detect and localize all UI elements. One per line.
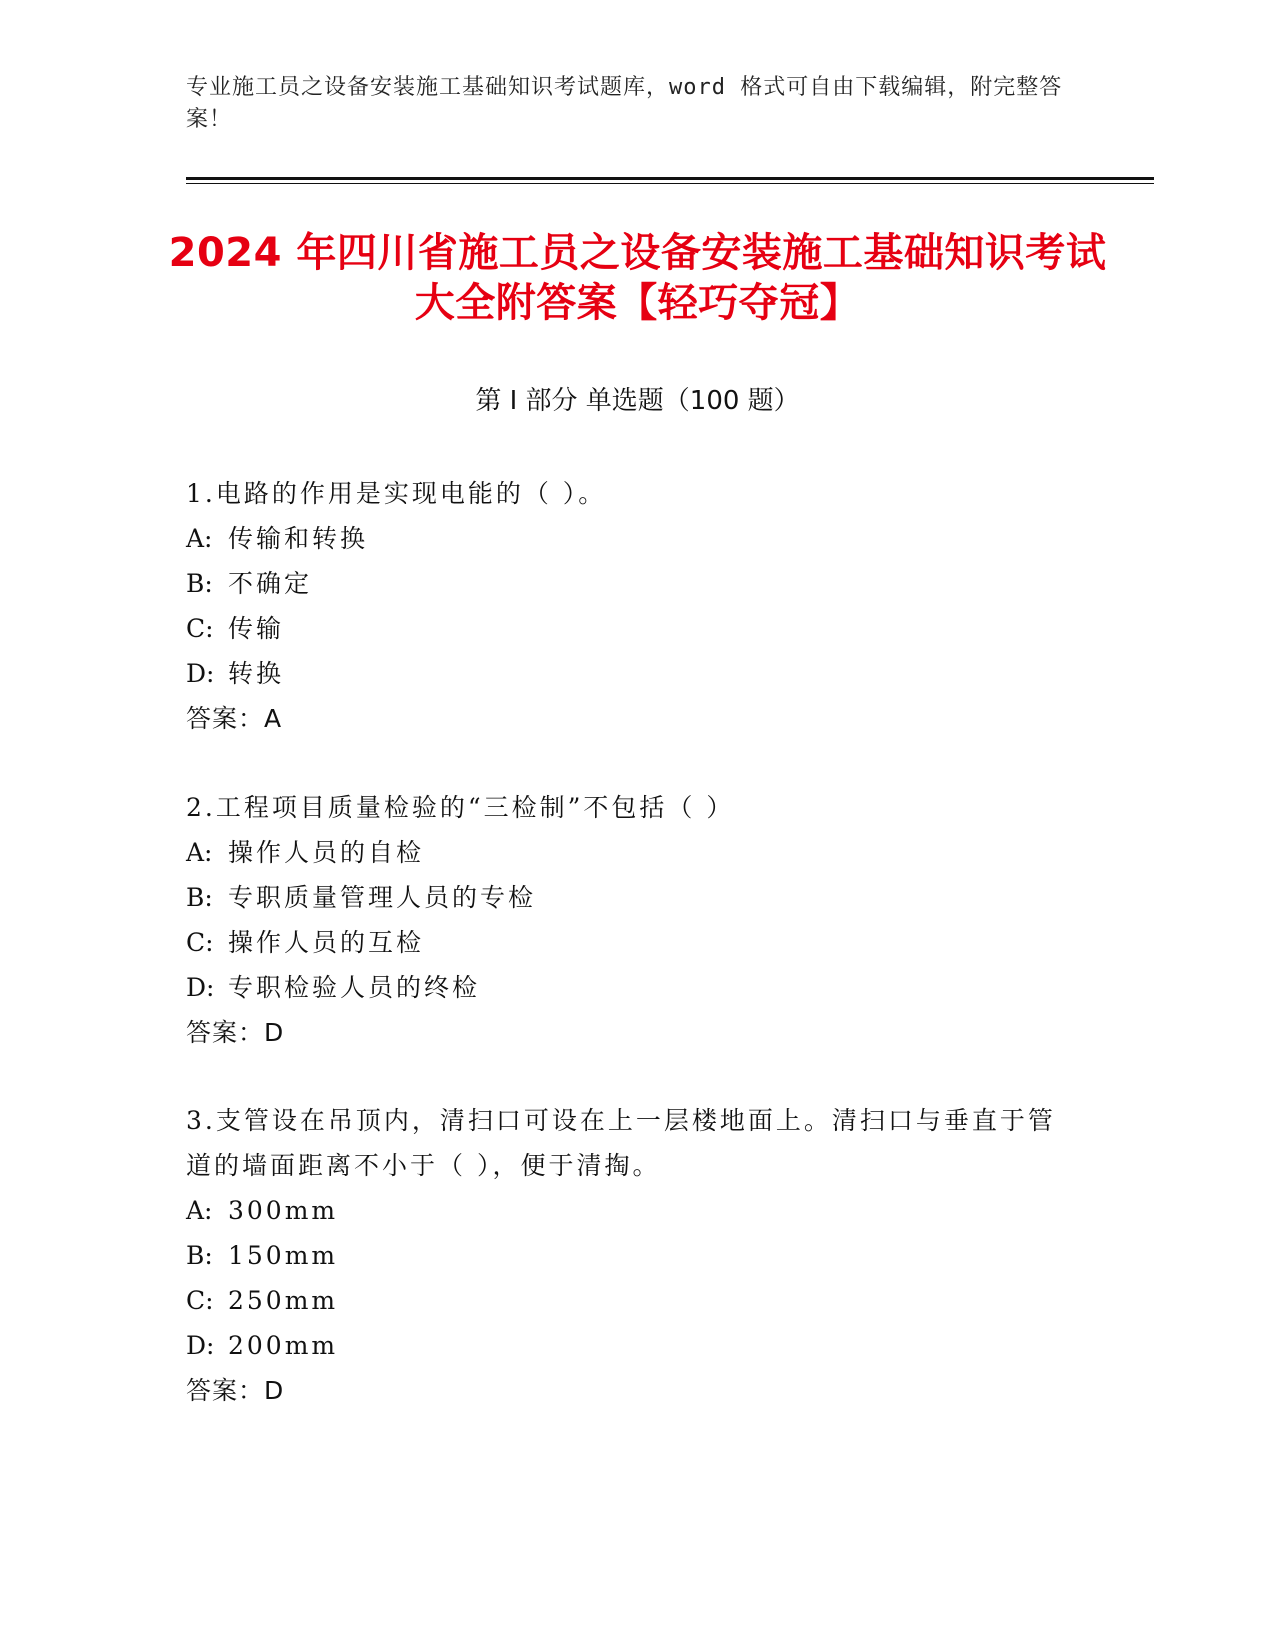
option-letter: B: — [186, 883, 213, 912]
option-c — [186, 920, 1066, 965]
answer-line — [186, 1010, 1066, 1055]
option-d — [186, 965, 1066, 1010]
option-a — [186, 1188, 1066, 1233]
question-1 — [186, 471, 1066, 741]
header-divider-thick — [186, 177, 1154, 180]
option-b — [186, 561, 1066, 606]
option-a — [186, 830, 1066, 875]
section-heading: 第 I 部分 单选题（100 题） — [475, 386, 800, 416]
document-title: 2024 年四川省施工员之设备安装施工基础知识考试大全附答案【轻巧夺冠】 — [168, 230, 1107, 326]
option-text: 操作人员的自检 — [228, 838, 425, 867]
option-d — [186, 1323, 1066, 1368]
header-divider-thin — [186, 183, 1154, 184]
question-stem: 3.支管设在吊顶内，清扫口可设在上一层楼地面上。清扫口与垂直于管道的墙面距离不小于（ ），便于清掏。 — [186, 1106, 1056, 1180]
answer-label: 答案： — [186, 1376, 265, 1405]
option-letter: A: — [186, 838, 213, 867]
option-letter: C: — [186, 1286, 214, 1315]
option-text: 传输 — [228, 614, 285, 643]
option-b — [186, 1233, 1066, 1278]
option-letter: C: — [186, 928, 214, 957]
question-2 — [186, 785, 1066, 1055]
option-letter: A: — [186, 1196, 213, 1225]
option-letter: D: — [186, 659, 215, 688]
answer-line — [186, 1368, 1066, 1413]
option-letter: B: — [186, 569, 213, 598]
question-stem: 1.电路的作用是实现电能的（ ）。 — [186, 479, 607, 508]
option-c — [186, 1278, 1066, 1323]
option-letter: C: — [186, 614, 214, 643]
option-text: 传输和转换 — [228, 524, 369, 553]
question-3 — [186, 1098, 1066, 1413]
option-letter: A: — [186, 524, 213, 553]
header-note: 专业施工员之设备安装施工基础知识考试题库，word 格式可自由下载编辑，附完整答案！ — [186, 75, 1063, 132]
answer-value: D — [264, 1018, 285, 1047]
option-letter: D: — [186, 973, 215, 1002]
option-text: 操作人员的互检 — [228, 928, 425, 957]
option-text: 专职质量管理人员的专检 — [228, 883, 537, 912]
option-text: 转换 — [228, 659, 285, 688]
option-letter: B: — [186, 1241, 213, 1270]
option-text: 150mm — [228, 1241, 339, 1270]
answer-label: 答案： — [186, 704, 265, 733]
answer-value: A — [264, 704, 283, 733]
option-text: 专职检验人员的终检 — [228, 973, 481, 1002]
option-b — [186, 875, 1066, 920]
option-text: 200mm — [228, 1331, 339, 1360]
option-text: 不确定 — [228, 569, 313, 598]
answer-line — [186, 696, 1066, 741]
option-letter: D: — [186, 1331, 215, 1360]
answer-value: D — [264, 1376, 285, 1405]
question-stem: 2.工程项目质量检验的“三检制”不包括（ ） — [186, 793, 735, 822]
option-c — [186, 606, 1066, 651]
option-a — [186, 516, 1066, 561]
option-text: 300mm — [228, 1196, 339, 1225]
option-text: 250mm — [228, 1286, 339, 1315]
answer-label: 答案： — [186, 1018, 265, 1047]
option-d — [186, 651, 1066, 696]
